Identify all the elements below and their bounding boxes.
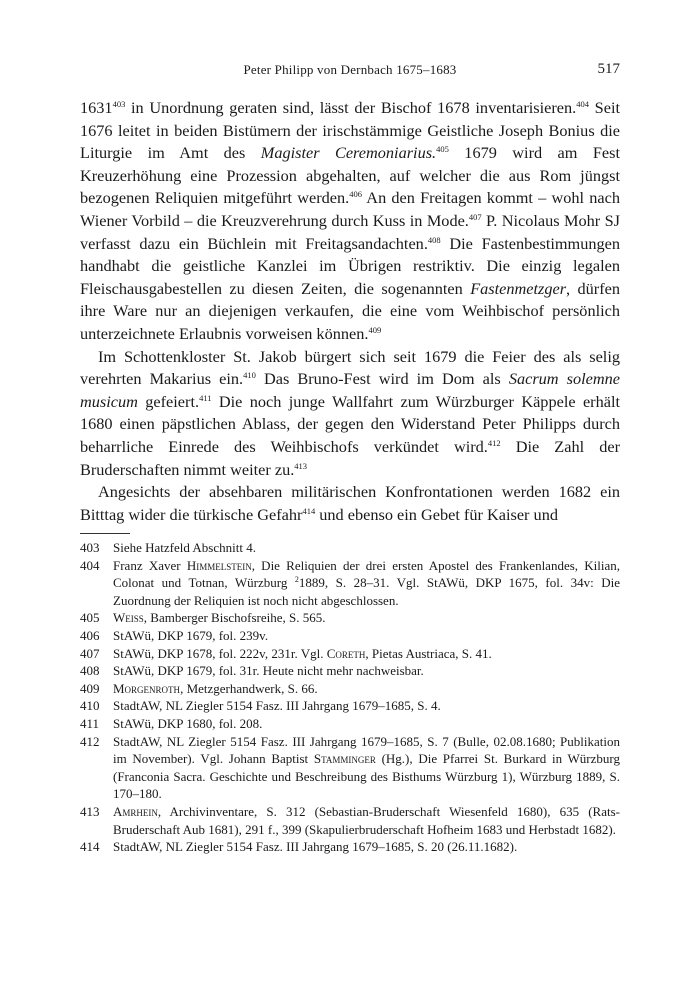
footnote xyxy=(80,627,620,645)
text-run: P. Nicolaus Mohr SJ verfasst dazu ein Büchlein mit Freitagsandachten. xyxy=(80,210,621,253)
footnote-text xyxy=(113,627,620,645)
text-run: Die Fastenbestimmungen handhabt die geistliche Kanzlei im Übrigen restriktiv. Die einzig legalen Fleischausgabestellen zu diesen Zeiten, die sogenannten xyxy=(80,233,620,298)
text-run: Franz Xaver xyxy=(113,557,187,573)
italic-text: Fastenmetzger xyxy=(470,278,567,298)
text-run: Die Zahl der Bruderschaften nimmt weiter zu. xyxy=(80,436,621,479)
footnote-text xyxy=(113,733,620,803)
author-name: Morgenroth xyxy=(113,680,181,696)
footnote-marker: 406 xyxy=(349,189,362,200)
footnote-number: 414 xyxy=(80,839,100,855)
footnote-number: 413 xyxy=(80,803,100,819)
paragraph xyxy=(80,97,620,346)
footnote-number: 410 xyxy=(80,698,100,714)
text-run: , Archivinventare, S. 312 (Sebastian-Bruderschaft Wiesenfeld 1680), 635 (Rats-Bruderschaft Aub 1681), 291 f., 399 (Skapulierbruderschaft Hofheim 1683 und Herbstadt 1682). xyxy=(113,803,620,837)
text-run: Siehe Hatzfeld Abschnitt 4. xyxy=(113,540,256,555)
footnote-text xyxy=(113,697,620,715)
italic-text: Magister Ceremoniarius. xyxy=(260,143,437,163)
author-name: Weiss xyxy=(113,610,144,626)
text-run: , Bamberger Bischofsreihe, S. 565. xyxy=(143,610,326,626)
footnote-number: 406 xyxy=(80,627,100,643)
paragraph xyxy=(80,346,620,482)
footnotes xyxy=(80,539,620,856)
footnote xyxy=(80,557,620,610)
text-run: (Hg.), Die Pfarrei St. Burkard in Würzburg (Franconia Sacra. Geschichte und Beschreibung des Bisthums Würzburg 1), Würzburg 1889, S. 170–180. xyxy=(113,751,620,802)
text-run: StadtAW, NL Ziegler 5154 Fasz. III Jahrgang 1679–1685, S. 20 (26.11.1682). xyxy=(113,839,518,855)
footnote-marker: 409 xyxy=(368,324,382,335)
text-run: 1679 wird am Fest Kreuzerhöhung eine Prozession abgehalten, auf welcher die aus Rom jüngst bezogenen Reliquien mitgeführt werden. xyxy=(80,143,621,208)
footnote xyxy=(80,838,620,856)
footnote xyxy=(80,662,620,680)
footnote-marker: 407 xyxy=(468,211,482,222)
footnote-text xyxy=(113,539,620,557)
footnote-text xyxy=(113,609,620,627)
text-run: , Die Reliquien der drei ersten Apostel des Frankenlandes, Kilian, Colonat und Totnan, Würzburg xyxy=(113,557,620,591)
text-run: Im Schottenkloster St. Jakob bürgert sich seit 1679 die Feier des als selig verehrten Makarius ein. xyxy=(80,346,620,389)
footnote xyxy=(80,539,620,557)
text-run: Angesichts der absehbaren militärischen Konfrontationen werden 1682 ein Bitttag wider die türkische Gefahr xyxy=(80,482,620,524)
text-run: Das Bruno-Fest wird im Dom als xyxy=(255,369,509,389)
paragraph xyxy=(80,481,620,526)
footnote xyxy=(80,803,620,838)
author-name: Amrhein xyxy=(113,803,158,819)
footnote xyxy=(80,645,620,663)
footnote-text xyxy=(113,680,620,698)
footnote-number: 408 xyxy=(80,663,100,679)
footnote-marker: 410 xyxy=(243,370,256,381)
footnote-number: 404 xyxy=(80,557,100,573)
footnote xyxy=(80,609,620,627)
text-run: in Unordnung geraten sind, lässt der Bischof 1678 inventarisieren. xyxy=(125,98,577,117)
page-number: 517 xyxy=(597,61,620,77)
footnote-text xyxy=(113,838,620,856)
text-run: An den Freitagen kommt – wohl nach Wiener Vorbild – die Kreuzverehrung durch Kuss in Mode. xyxy=(80,188,620,230)
text-run: StadtAW, NL Ziegler 5154 Fasz. III Jahrgang 1679–1685, S. 4. xyxy=(113,698,441,714)
footnote xyxy=(80,715,620,733)
footnote-text xyxy=(113,645,620,663)
text-run: StAWü, DKP 1679, fol. 239v. xyxy=(113,627,269,643)
footnote-number: 412 xyxy=(80,733,100,749)
text-run: , dürfen ihre Ware nur an diejenigen verkaufen, die eine vom Weihbischof persönlich unterzeichnete Erlaubnis vorweisen können. xyxy=(80,278,620,343)
footnote-number: 405 xyxy=(80,610,100,626)
main-text xyxy=(80,97,620,526)
edition-superscript: 2 xyxy=(294,575,299,585)
author-name: Coreth xyxy=(326,645,366,661)
text-run: Seit 1676 leitet in beiden Bistümern der irischstämmige Geistliche Joseph Bonius die Liturgie im Amt des xyxy=(80,98,620,163)
footnote-text xyxy=(113,557,620,610)
footnote-number: 411 xyxy=(80,715,100,731)
footnote-marker: 414 xyxy=(302,505,316,516)
footnote-marker: 408 xyxy=(427,234,441,245)
footnote-marker: 405 xyxy=(436,144,449,155)
text-run: Die noch junge Wallfahrt zum Würzburger Käppele erhält 1680 einen päpstlichen Ablass, der gegen den Widerstand Peter Philipps durch beharrliche Einrede des Weihbischofs verkündet wird. xyxy=(80,391,621,456)
running-header xyxy=(80,62,620,86)
footnote-marker: 412 xyxy=(487,437,501,448)
text-run: , Pietas Austriaca, S. 41. xyxy=(365,645,492,661)
author-name: Stamminger xyxy=(313,751,376,767)
author-name: Himmelstein xyxy=(186,557,252,573)
text-run: 1631 xyxy=(80,98,113,117)
footnote-marker: 413 xyxy=(294,460,308,471)
running-title: Peter Philipp von Dernbach 1675–1683 xyxy=(243,62,457,77)
footnote-separator xyxy=(80,533,130,534)
text-run: StAWü, DKP 1678, fol. 222v, 231r. Vgl. xyxy=(113,645,327,661)
text-run: StAWü, DKP 1679, fol. 31r. Heute nicht mehr nachweisbar. xyxy=(113,663,424,679)
text-run: und ebenso ein Gebet für Kaiser und xyxy=(315,504,558,524)
footnote-text xyxy=(113,662,620,680)
footnote-marker: 403 xyxy=(112,99,126,109)
footnote-text xyxy=(113,715,620,733)
footnote-number: 407 xyxy=(80,645,100,661)
text-run: StadtAW, NL Ziegler 5154 Fasz. III Jahrgang 1679–1685, S. 7 (Bulle, 02.08.1680; Publikation im November). Vgl. Johann Baptist xyxy=(113,733,620,767)
text-run: , Metzgerhandwerk, S. 66. xyxy=(180,680,318,696)
footnote xyxy=(80,733,620,803)
italic-text: Sacrum solemne musicum xyxy=(80,369,621,411)
footnote-marker: 404 xyxy=(576,99,589,109)
footnote-marker: 411 xyxy=(199,392,212,403)
footnote xyxy=(80,697,620,715)
footnote-text xyxy=(113,803,620,838)
footnote xyxy=(80,680,620,698)
text-run: 1889, S. 28–31. Vgl. StAWü, DKP 1675, fol. 34v: Die Zuordnung der Reliquien ist noch nicht abgeschlossen. xyxy=(113,575,620,608)
footnote-number: 409 xyxy=(80,680,100,696)
text-run: gefeiert. xyxy=(137,391,200,411)
text-run: StAWü, DKP 1680, fol. 208. xyxy=(113,715,263,731)
footnote-number: 403 xyxy=(80,540,100,555)
